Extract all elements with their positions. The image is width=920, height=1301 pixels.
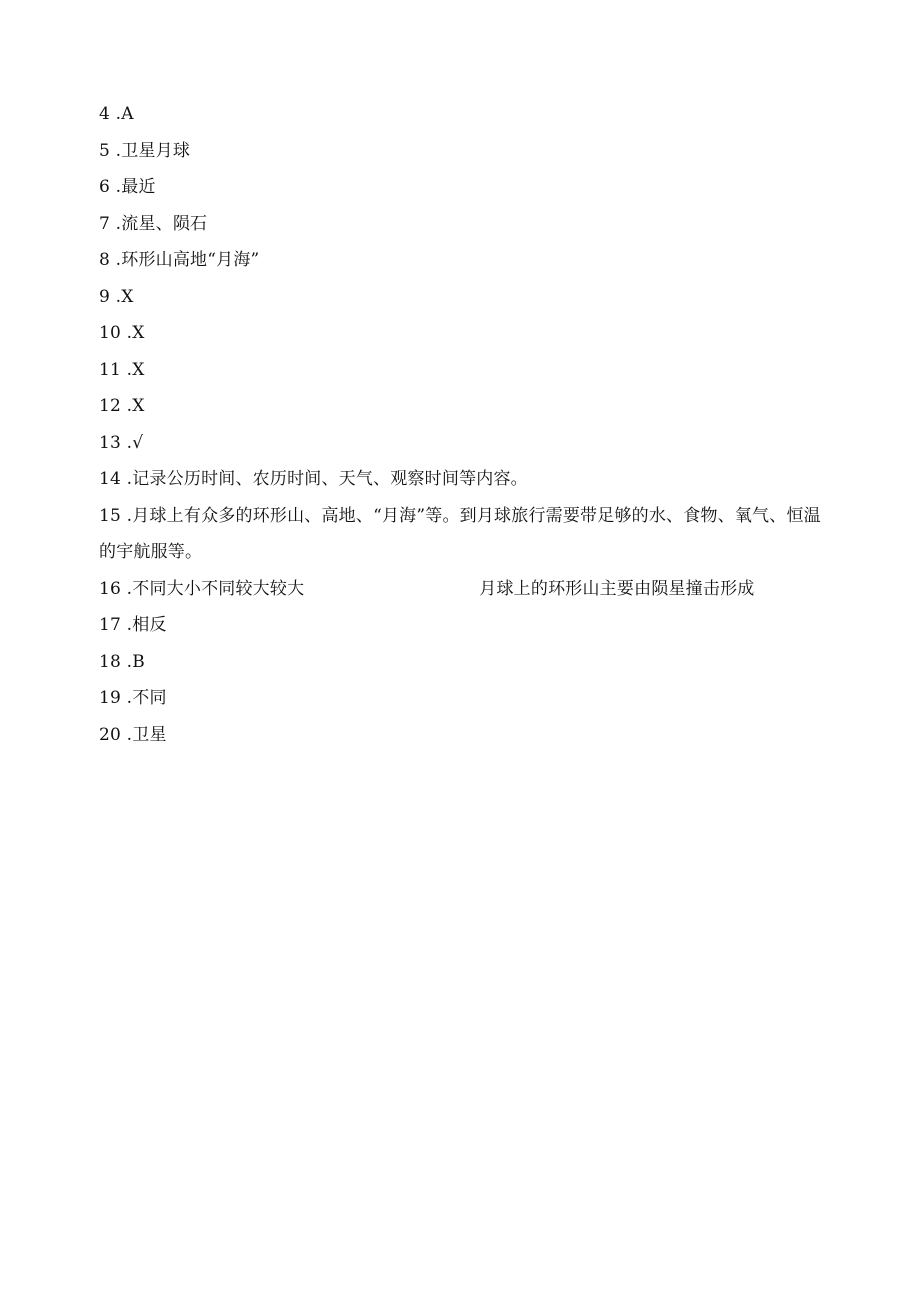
answer-text: B [132,651,145,672]
answer-separator: . [121,688,133,708]
answer-item-8 [99,242,829,279]
answer-text: 环形山高地“月海” [121,250,260,270]
answer-item-7 [99,206,829,243]
answer-item-4 [99,96,829,133]
answer-number: 18 [99,651,122,672]
answer-separator: . [121,724,133,745]
answer-item-9 [99,279,829,316]
answer-separator: . [121,359,133,380]
answer-separator: . [110,286,122,307]
answer-separator: . [110,250,122,270]
answer-text: 卫星月球 [121,140,191,161]
answer-text: 流星、陨石 [121,213,208,234]
answer-text: 卫星 [132,724,167,745]
answer-item-6 [99,169,829,206]
answer-number: 16 [99,578,122,599]
answer-item-18 [99,644,829,681]
answer-separator: . [110,177,122,197]
answer-number: 15 [99,505,122,526]
answer-text: X [121,286,134,307]
answer-number: 8 [99,250,111,270]
answer-list [99,96,829,753]
answer-item-10 [99,315,829,352]
answer-text: 记录公历时间、农历时间、天气、观察时间等内容。 [132,469,528,489]
answer-separator: . [110,104,122,124]
answer-separator: . [121,505,133,526]
answer-text-secondary: 月球上的环形山主要由陨星撞击形成 [479,578,755,599]
answer-item-12 [99,388,829,425]
answer-separator: . [121,615,133,635]
answer-text: X [132,359,145,380]
answer-text: 相反 [132,615,167,635]
answer-text: A [121,104,134,124]
answer-number: 19 [99,688,122,708]
answer-text: X [132,396,145,416]
answer-separator: . [121,432,133,453]
answer-text: 不同 [132,688,167,708]
answer-item-13 [99,425,829,462]
answer-item-15 [99,498,829,571]
answer-number: 4 [99,104,111,124]
answer-number: 10 [99,323,122,343]
answer-number: 12 [99,396,122,416]
answer-item-19 [99,680,829,717]
answer-text: 月球上有众多的环形山、高地、“月海”等。到月球旅行需要带足够的水、食物、氧气、恒温的宇航服等。 [99,505,821,562]
answer-separator: . [121,651,133,672]
answer-item-20 [99,717,829,754]
answer-text: √ [132,432,144,453]
answer-number: 6 [99,177,111,197]
answer-number: 17 [99,615,122,635]
answer-item-16 [99,571,829,608]
answer-separator: . [121,396,133,416]
answer-separator: . [121,323,133,343]
answer-item-5 [99,133,829,170]
answer-number: 9 [99,286,111,307]
answer-separator: . [110,140,122,161]
answer-item-14 [99,461,829,498]
answer-number: 11 [99,359,122,380]
answer-separator: . [121,469,133,489]
answer-text: 最近 [121,177,156,197]
answer-separator: . [121,578,133,599]
answer-number: 7 [99,213,111,234]
answer-text: 不同大小不同较大较大 [132,578,305,599]
answer-item-17 [99,607,829,644]
answer-separator: . [110,213,122,234]
answer-number: 13 [99,432,122,453]
answer-number: 20 [99,724,122,745]
answer-item-11 [99,352,829,389]
answer-text: X [132,323,145,343]
answer-number: 14 [99,469,122,489]
answer-number: 5 [99,140,111,161]
